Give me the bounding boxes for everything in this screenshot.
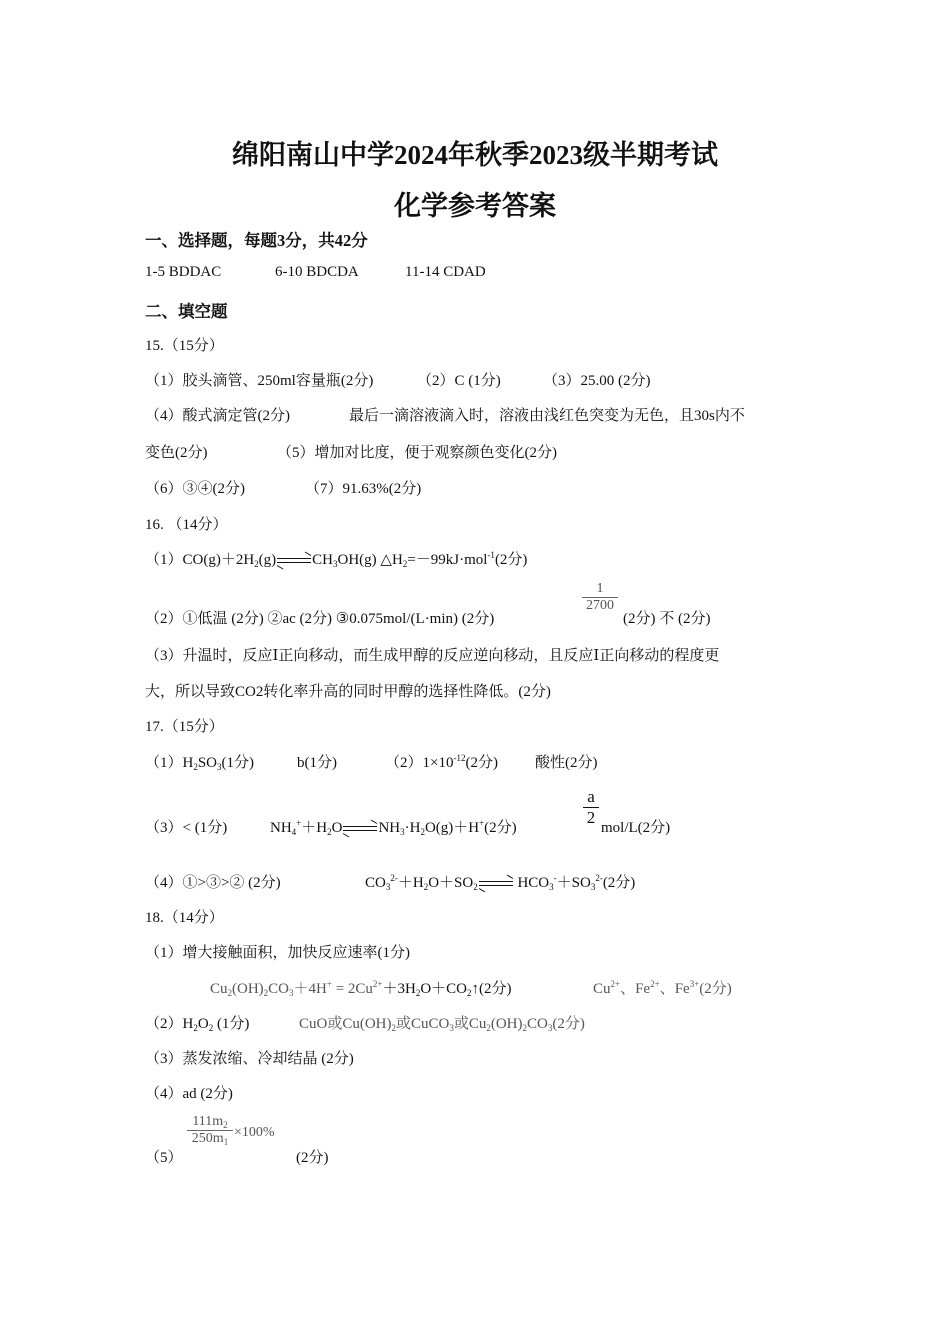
q15-part1: （1）胶头滴管、250ml容量瓶(2分) xyxy=(145,373,374,389)
q16-line3: （3）升温时，反应Ⅰ正向移动，而生成甲醇的反应逆向移动，且反应Ⅰ正向移动的程度更 xyxy=(145,648,720,664)
q18-part2: $(2)H_2O_2$ (1分) xyxy=(145,1016,250,1033)
q15-header: 15.（15分） xyxy=(145,338,224,354)
equilibrium-arrow-icon xyxy=(343,823,377,835)
fraction-denominator: 2 xyxy=(586,808,596,827)
q17-part2b: 酸性(2分) xyxy=(535,755,598,771)
fraction-denominator: $250m_1$ xyxy=(191,1131,229,1147)
q15-part2: （2）C (1分) xyxy=(417,373,501,389)
q18-part5-score: (2分) xyxy=(296,1150,329,1166)
fraction-denominator: 2700 xyxy=(586,598,614,613)
page-title: 绵阳南山中学2024年秋季2023级半期考试 xyxy=(232,140,718,170)
mc-answers-11-14: 11-14 CDAD xyxy=(405,264,486,280)
q18-line1: （1）增大接触面积，加快反应速率(1分) xyxy=(145,945,410,961)
q17-header: 17.（15分） xyxy=(145,719,224,735)
q17-part2: $(2)1\times 10^{-12}(2$分) xyxy=(385,753,498,771)
section1-heading: 一、选择题，每题3分，共42分 xyxy=(145,231,368,250)
fraction-numerator: a xyxy=(587,787,595,806)
q18-ions: $Cu^{2+}$、$Fe^{2+}$、$Fe^{3+}(2$分) xyxy=(593,979,732,997)
q18-line5: （4）ad (2分) xyxy=(145,1086,233,1102)
q16-header: 16. （14分） xyxy=(145,517,228,533)
q17-part4-equation: $CO_3^{2-}+H_2O+SO_2$ $HCO_3^-+SO_3^{2-}(2$分) xyxy=(365,873,636,892)
q16-fraction xyxy=(582,581,618,614)
equilibrium-arrow-icon xyxy=(479,878,513,890)
section2-heading: 二、填空题 xyxy=(145,302,228,321)
q16-part2-score: (2分) 不 (2分) xyxy=(623,611,711,627)
q16-line1-equation: $(1)CO(g)+2H_2(g)$ $CH_3OH(g)$ $\triangle H_2=-99kJ\cdot mol^{-1}(2$分) xyxy=(145,550,528,569)
q17-part1b: b(1分) xyxy=(297,755,337,771)
q18-header: 18.（14分） xyxy=(145,910,224,926)
mc-answers-6-10: 6-10 BDCDA xyxy=(275,264,359,280)
q18-part5: （5） xyxy=(145,1150,183,1166)
q17-part3: （3）< (1分) xyxy=(145,820,228,836)
q15-part4-endpoint: 最后一滴溶液滴入时，溶液由浅红色突变为无色，且30s内不 xyxy=(349,408,745,424)
q15-part6: （6）③④(2分) xyxy=(145,481,245,497)
mc-answers-1-5: 1-5 BDDAC xyxy=(145,264,222,280)
q15-part4-endpoint-end: 变色(2分) xyxy=(145,445,208,461)
q16-line4: 大，所以导致CO2转化率升高的同时甲醇的选择性降低。(2分) xyxy=(145,684,551,700)
q17-part3-equation: $NH_4^++H_2O$ $NH_3\cdot H_2O(g)+H^+(2$分) xyxy=(270,818,517,837)
q17-part3-unit: mol/L(2分) xyxy=(601,820,671,836)
q18-multiplier: ×100% xyxy=(234,1125,275,1140)
q15-part5: （5）增加对比度，便于观察颜色变化(2分) xyxy=(277,445,557,461)
fraction-numerator: $111m_2$ xyxy=(192,1114,228,1130)
q15-part3: （3）25.00 (2分) xyxy=(543,373,651,389)
q18-fraction xyxy=(187,1114,233,1147)
q17-part1: $(1)H_2SO_3(1$分) xyxy=(145,755,255,772)
equilibrium-arrow-icon xyxy=(277,555,311,567)
page-subtitle: 化学参考答案 xyxy=(394,191,556,221)
q18-ionic-equation: $Cu_2(OH)_2CO_3+4H^+$ = $2Cu^{2+}+3H_2O+CO_2↑(2$分) xyxy=(210,979,512,998)
q17-part4: （4）①>③>② (2分) xyxy=(145,875,281,891)
q18-line4: （3）蒸发浓缩、冷却结晶 (2分) xyxy=(145,1051,354,1067)
q16-part2-answers: （2）①低温 (2分) ②ac (2分) ③0.075mol/(L·min) (2分) xyxy=(145,611,495,627)
q18-part2-reagent: CuO或$Cu(OH)_2$或CuCO$_3$或$Cu_2(OH)_2CO_3(2$分) xyxy=(299,1016,585,1033)
fraction-numerator: 1 xyxy=(596,581,604,596)
q15-part7: （7）91.63%(2分) xyxy=(305,481,422,497)
q17-fraction xyxy=(583,787,599,828)
q15-part4: （4）酸式滴定管(2分) xyxy=(145,408,290,424)
